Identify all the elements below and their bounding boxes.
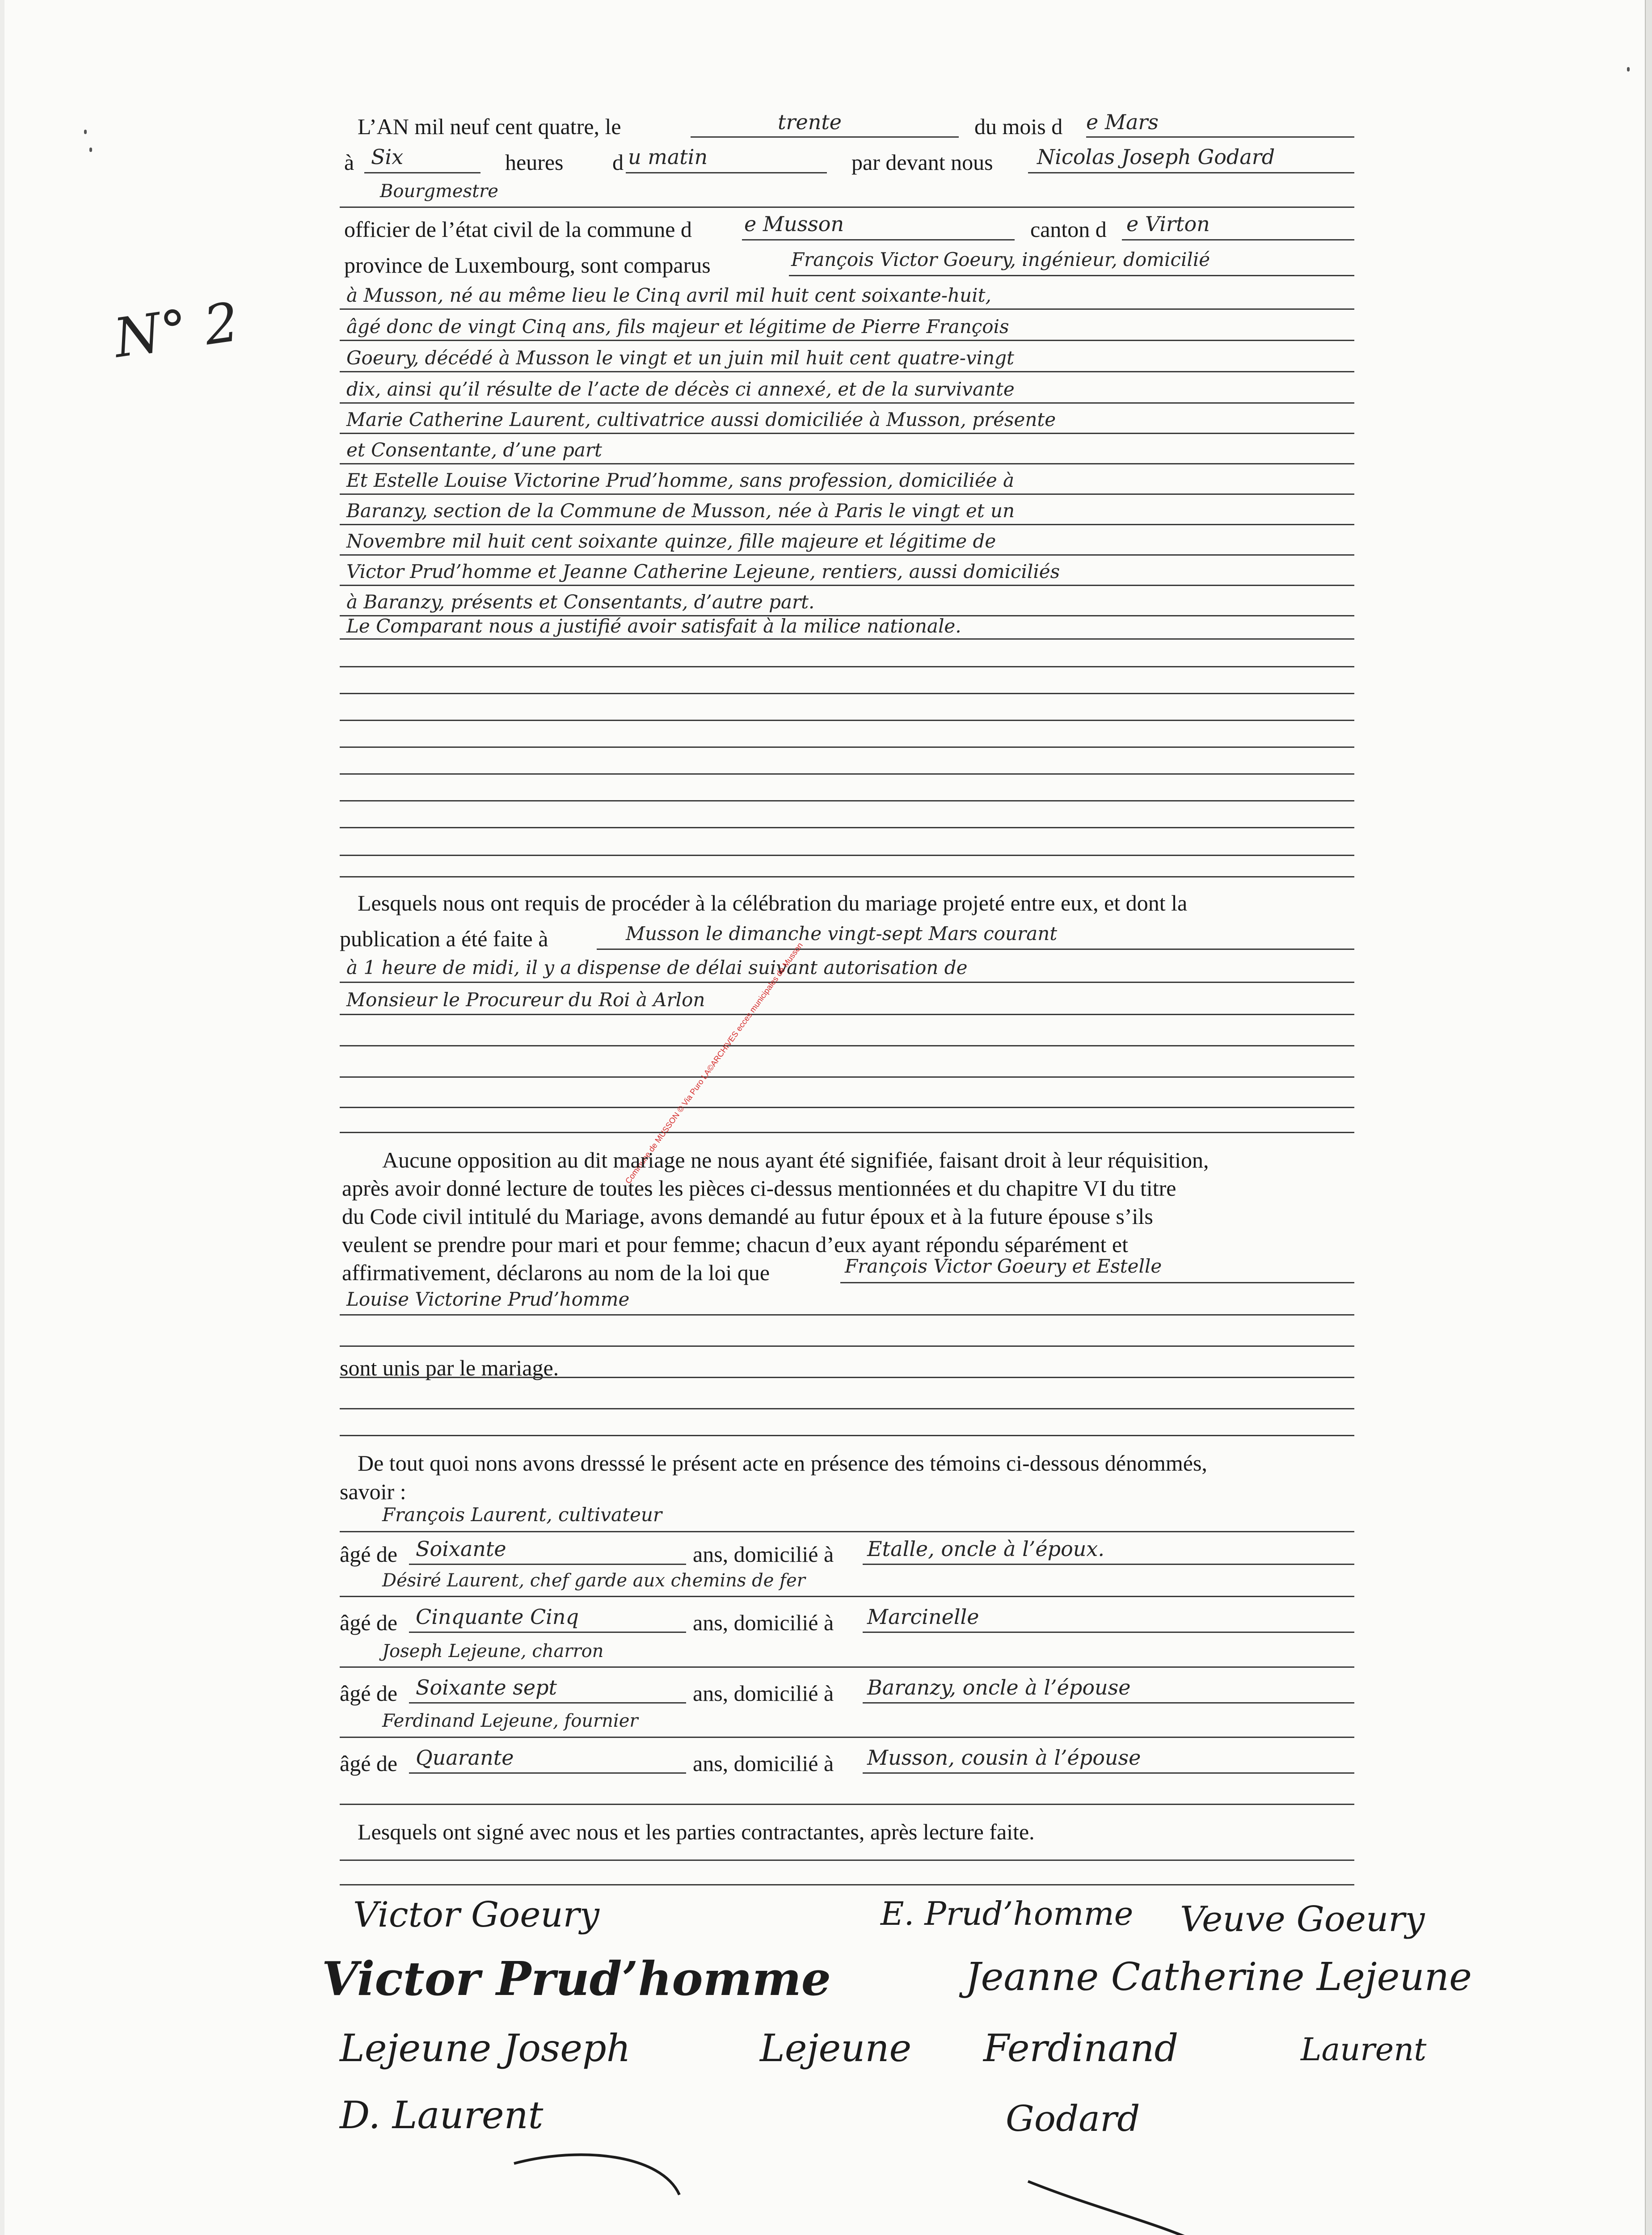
body-line: Goeury, décédé à Musson le vingt et un juin mil huit cent quatre-vingt — [346, 347, 1014, 369]
signature: Victor Prud’homme — [322, 1951, 831, 2006]
rule — [340, 493, 1354, 495]
united-text: sont unis par le mariage. — [340, 1355, 559, 1380]
rule — [840, 1282, 1354, 1283]
declaration-line: après avoir donné lecture de toutes les pièces ci-dessus mentionnées et du chapitre VI du titre — [342, 1176, 1176, 1201]
rule — [340, 1884, 1354, 1885]
rule — [340, 1596, 1354, 1597]
time-of-day-value: u matin — [628, 145, 708, 169]
rule — [597, 949, 1354, 950]
body-line: Victor Prud’homme et Jeanne Catherine Lejeune, rentiers, aussi domiciliés — [346, 561, 1060, 582]
rule — [340, 1314, 1354, 1316]
rule — [340, 638, 1354, 640]
publication-label: publication a été faite à — [340, 926, 548, 951]
page-left-edge — [0, 0, 4, 2235]
signature: Victor Goeury — [353, 1895, 599, 1935]
witness-name: Désiré Laurent, chef garde aux chemins de fer — [382, 1570, 805, 1591]
rule — [742, 239, 1015, 240]
signature: D. Laurent — [340, 2093, 544, 2137]
page-right-edge — [1645, 0, 1652, 2235]
month-label: du mois d — [974, 114, 1063, 139]
archive-stamp: Commune de MUSSON © Via Puro LA©ARCHIVES ecces municipales de Musson — [624, 940, 805, 1185]
rule — [340, 1666, 1354, 1668]
signature: Laurent — [1301, 2031, 1427, 2068]
rule — [340, 1435, 1354, 1436]
signature: Lejeune — [760, 2026, 912, 2070]
spouses-names: François Victor Goeury et Estelle — [845, 1255, 1162, 1277]
time-of-day-prefix: d — [612, 150, 624, 175]
commune-value: e Musson — [744, 212, 844, 236]
rule — [340, 720, 1354, 721]
rule — [340, 773, 1354, 775]
ink-speck — [84, 130, 87, 134]
rule — [789, 275, 1354, 276]
witness-domicile: Baranzy, oncle à l’épouse — [867, 1675, 1131, 1699]
publication-hand: Musson le dimanche vingt-sept Mars courant — [626, 923, 1058, 945]
rule — [1086, 136, 1354, 138]
officer-name: Nicolas Joseph Godard — [1037, 145, 1275, 169]
rule — [340, 982, 1354, 983]
signature: Ferdinand — [983, 2026, 1179, 2070]
domicile-label: ans, domicilié à — [693, 1610, 834, 1635]
age-label: âgé de — [340, 1751, 398, 1776]
commune-label: officier de l’état civil de la commune d — [344, 217, 692, 242]
witness-name: Ferdinand Lejeune, fournier — [382, 1711, 638, 1731]
rule — [340, 340, 1354, 341]
rule — [340, 1345, 1354, 1347]
ink-speck — [89, 148, 92, 152]
ink-speck — [1627, 67, 1630, 72]
rule — [340, 1737, 1354, 1738]
rule — [340, 1107, 1354, 1108]
rule — [340, 1377, 1354, 1378]
rule — [340, 1014, 1354, 1015]
body-line: à Baranzy, présents et Consentants, d’autre part. — [346, 591, 815, 613]
signature: Jeanne Catherine Lejeune — [965, 1955, 1472, 1999]
rule — [340, 1408, 1354, 1409]
rule — [340, 855, 1354, 856]
rule — [409, 1772, 686, 1774]
rule — [340, 693, 1354, 694]
rule — [1122, 239, 1354, 240]
rule — [1028, 172, 1354, 173]
signature: Godard — [1006, 2098, 1140, 2139]
rule — [340, 1531, 1354, 1532]
signature: Lejeune Joseph — [340, 2026, 631, 2070]
witness-name: Joseph Lejeune, charron — [382, 1641, 604, 1661]
body-line: et Consentante, d’une part — [346, 439, 602, 461]
officer-title: Bourgmestre — [380, 181, 498, 202]
rule — [340, 402, 1354, 404]
rule — [340, 433, 1354, 434]
rule — [340, 746, 1354, 748]
declaration-line: Aucune opposition au dit mariage ne nous ayant été signifiée, faisant droit à leur réquisition, — [382, 1147, 1209, 1172]
publication-hand: à 1 heure de midi, il y a dispense de délai suivant autorisation de — [346, 957, 968, 978]
rule — [340, 371, 1354, 372]
rule — [340, 1045, 1354, 1046]
witness-age: Soixante sept — [416, 1675, 557, 1699]
rule — [409, 1632, 686, 1633]
witness-domicile: Etalle, oncle à l’époux. — [867, 1537, 1104, 1561]
rule — [340, 207, 1354, 208]
age-label: âgé de — [340, 1542, 398, 1567]
body-line: âgé donc de vingt Cinq ans, fils majeur et légitime de Pierre François — [346, 316, 1009, 337]
body-line: Marie Catherine Laurent, cultivatrice aussi domiciliée à Musson, présente — [346, 409, 1056, 430]
rule — [691, 136, 959, 138]
canton-value: e Virton — [1126, 212, 1210, 236]
body-line: Baranzy, section de la Commune de Musson, née à Paris le vingt et un — [346, 500, 1015, 522]
age-label: âgé de — [340, 1681, 398, 1706]
hour-value: Six — [371, 145, 404, 169]
body-line: Et Estelle Louise Victorine Prud’homme, sans profession, domiciliée à — [346, 469, 1015, 491]
body-line: Le Comparant nous a justifié avoir satisfait à la milice nationale. — [346, 615, 961, 637]
heading-year-text: L’AN mil neuf cent quatre, le — [358, 114, 621, 139]
rule — [863, 1632, 1354, 1633]
spouses-names-cont: Louise Victorine Prud’homme — [346, 1288, 630, 1310]
rule — [340, 1132, 1354, 1133]
signature: Veuve Goeury — [1180, 1899, 1425, 1940]
rule — [863, 1564, 1354, 1565]
witness-domicile: Musson, cousin à l’épouse — [867, 1746, 1141, 1770]
witness-name: François Laurent, cultivateur — [382, 1504, 662, 1526]
appeared-label: province de Luxembourg, sont comparus — [344, 253, 711, 278]
rule — [364, 172, 480, 173]
age-label: âgé de — [340, 1610, 398, 1635]
domicile-label: ans, domicilié à — [693, 1751, 834, 1776]
publication-intro: Lesquels nous ont requis de procéder à la célébration du mariage projeté entre eux, et dont la — [358, 890, 1188, 915]
rule — [340, 1804, 1354, 1805]
rule — [626, 172, 827, 173]
month-value: e Mars — [1086, 110, 1159, 134]
rule — [340, 800, 1354, 801]
witness-age: Quarante — [416, 1746, 514, 1770]
witness-domicile: Marcinelle — [867, 1605, 979, 1629]
canton-label: canton d — [1030, 217, 1107, 242]
rule — [409, 1702, 686, 1704]
hour-prefix: à — [344, 150, 354, 175]
body-line: dix, ainsi qu’il résulte de l’acte de décès ci annexé, et de la survivante — [346, 378, 1015, 400]
domicile-label: ans, domicilié à — [693, 1542, 834, 1567]
day-value: trente — [778, 110, 842, 134]
domicile-label: ans, domicilié à — [693, 1681, 834, 1706]
witness-age: Cinquante Cinq — [416, 1605, 579, 1629]
declaration-line: du Code civil intitulé du Mariage, avons demandé au futur époux et à la future épouse s’ils — [342, 1204, 1153, 1229]
rule — [340, 876, 1354, 877]
groom-intro: François Victor Goeury, ingénieur, domicilié — [791, 249, 1210, 270]
signature: E. Prud’homme — [881, 1895, 1134, 1932]
closing-text: Lesquels ont signé avec nous et les parties contractantes, après lecture faite. — [358, 1819, 1035, 1844]
rule — [340, 554, 1354, 556]
declaration-line: veulent se prendre pour mari et pour femme; chacun d’eux ayant répondu séparément et — [342, 1232, 1129, 1257]
rule — [340, 524, 1354, 525]
hour-label: heures — [505, 150, 564, 175]
rule — [863, 1702, 1354, 1704]
rule — [409, 1564, 686, 1565]
rule — [340, 1076, 1354, 1078]
witnesses-intro: De tout quoi nons avons dresssé le présent acte en présence des témoins ci-dessous dénommés, — [358, 1451, 1207, 1476]
rule — [863, 1772, 1354, 1774]
before-us-label: par devant nous — [851, 150, 993, 175]
body-line: Novembre mil huit cent soixante quinze, fille majeure et légitime de — [346, 530, 996, 552]
rule — [340, 308, 1354, 310]
act-number: N° 2 — [110, 291, 243, 370]
signature-flourish — [492, 2128, 1386, 2235]
witnesses-savoir: savoir : — [340, 1479, 406, 1504]
rule — [340, 463, 1354, 464]
body-line: à Musson, né au même lieu le Cinq avril mil huit cent soixante-huit, — [346, 284, 991, 306]
rule — [340, 827, 1354, 828]
rule — [340, 666, 1354, 667]
rule — [340, 585, 1354, 586]
declaration-line: affirmativement, déclarons au nom de la loi que — [342, 1260, 770, 1285]
publication-hand: Monsieur le Procureur du Roi à Arlon — [346, 989, 705, 1011]
witness-age: Soixante — [416, 1537, 506, 1561]
rule — [340, 1860, 1354, 1861]
